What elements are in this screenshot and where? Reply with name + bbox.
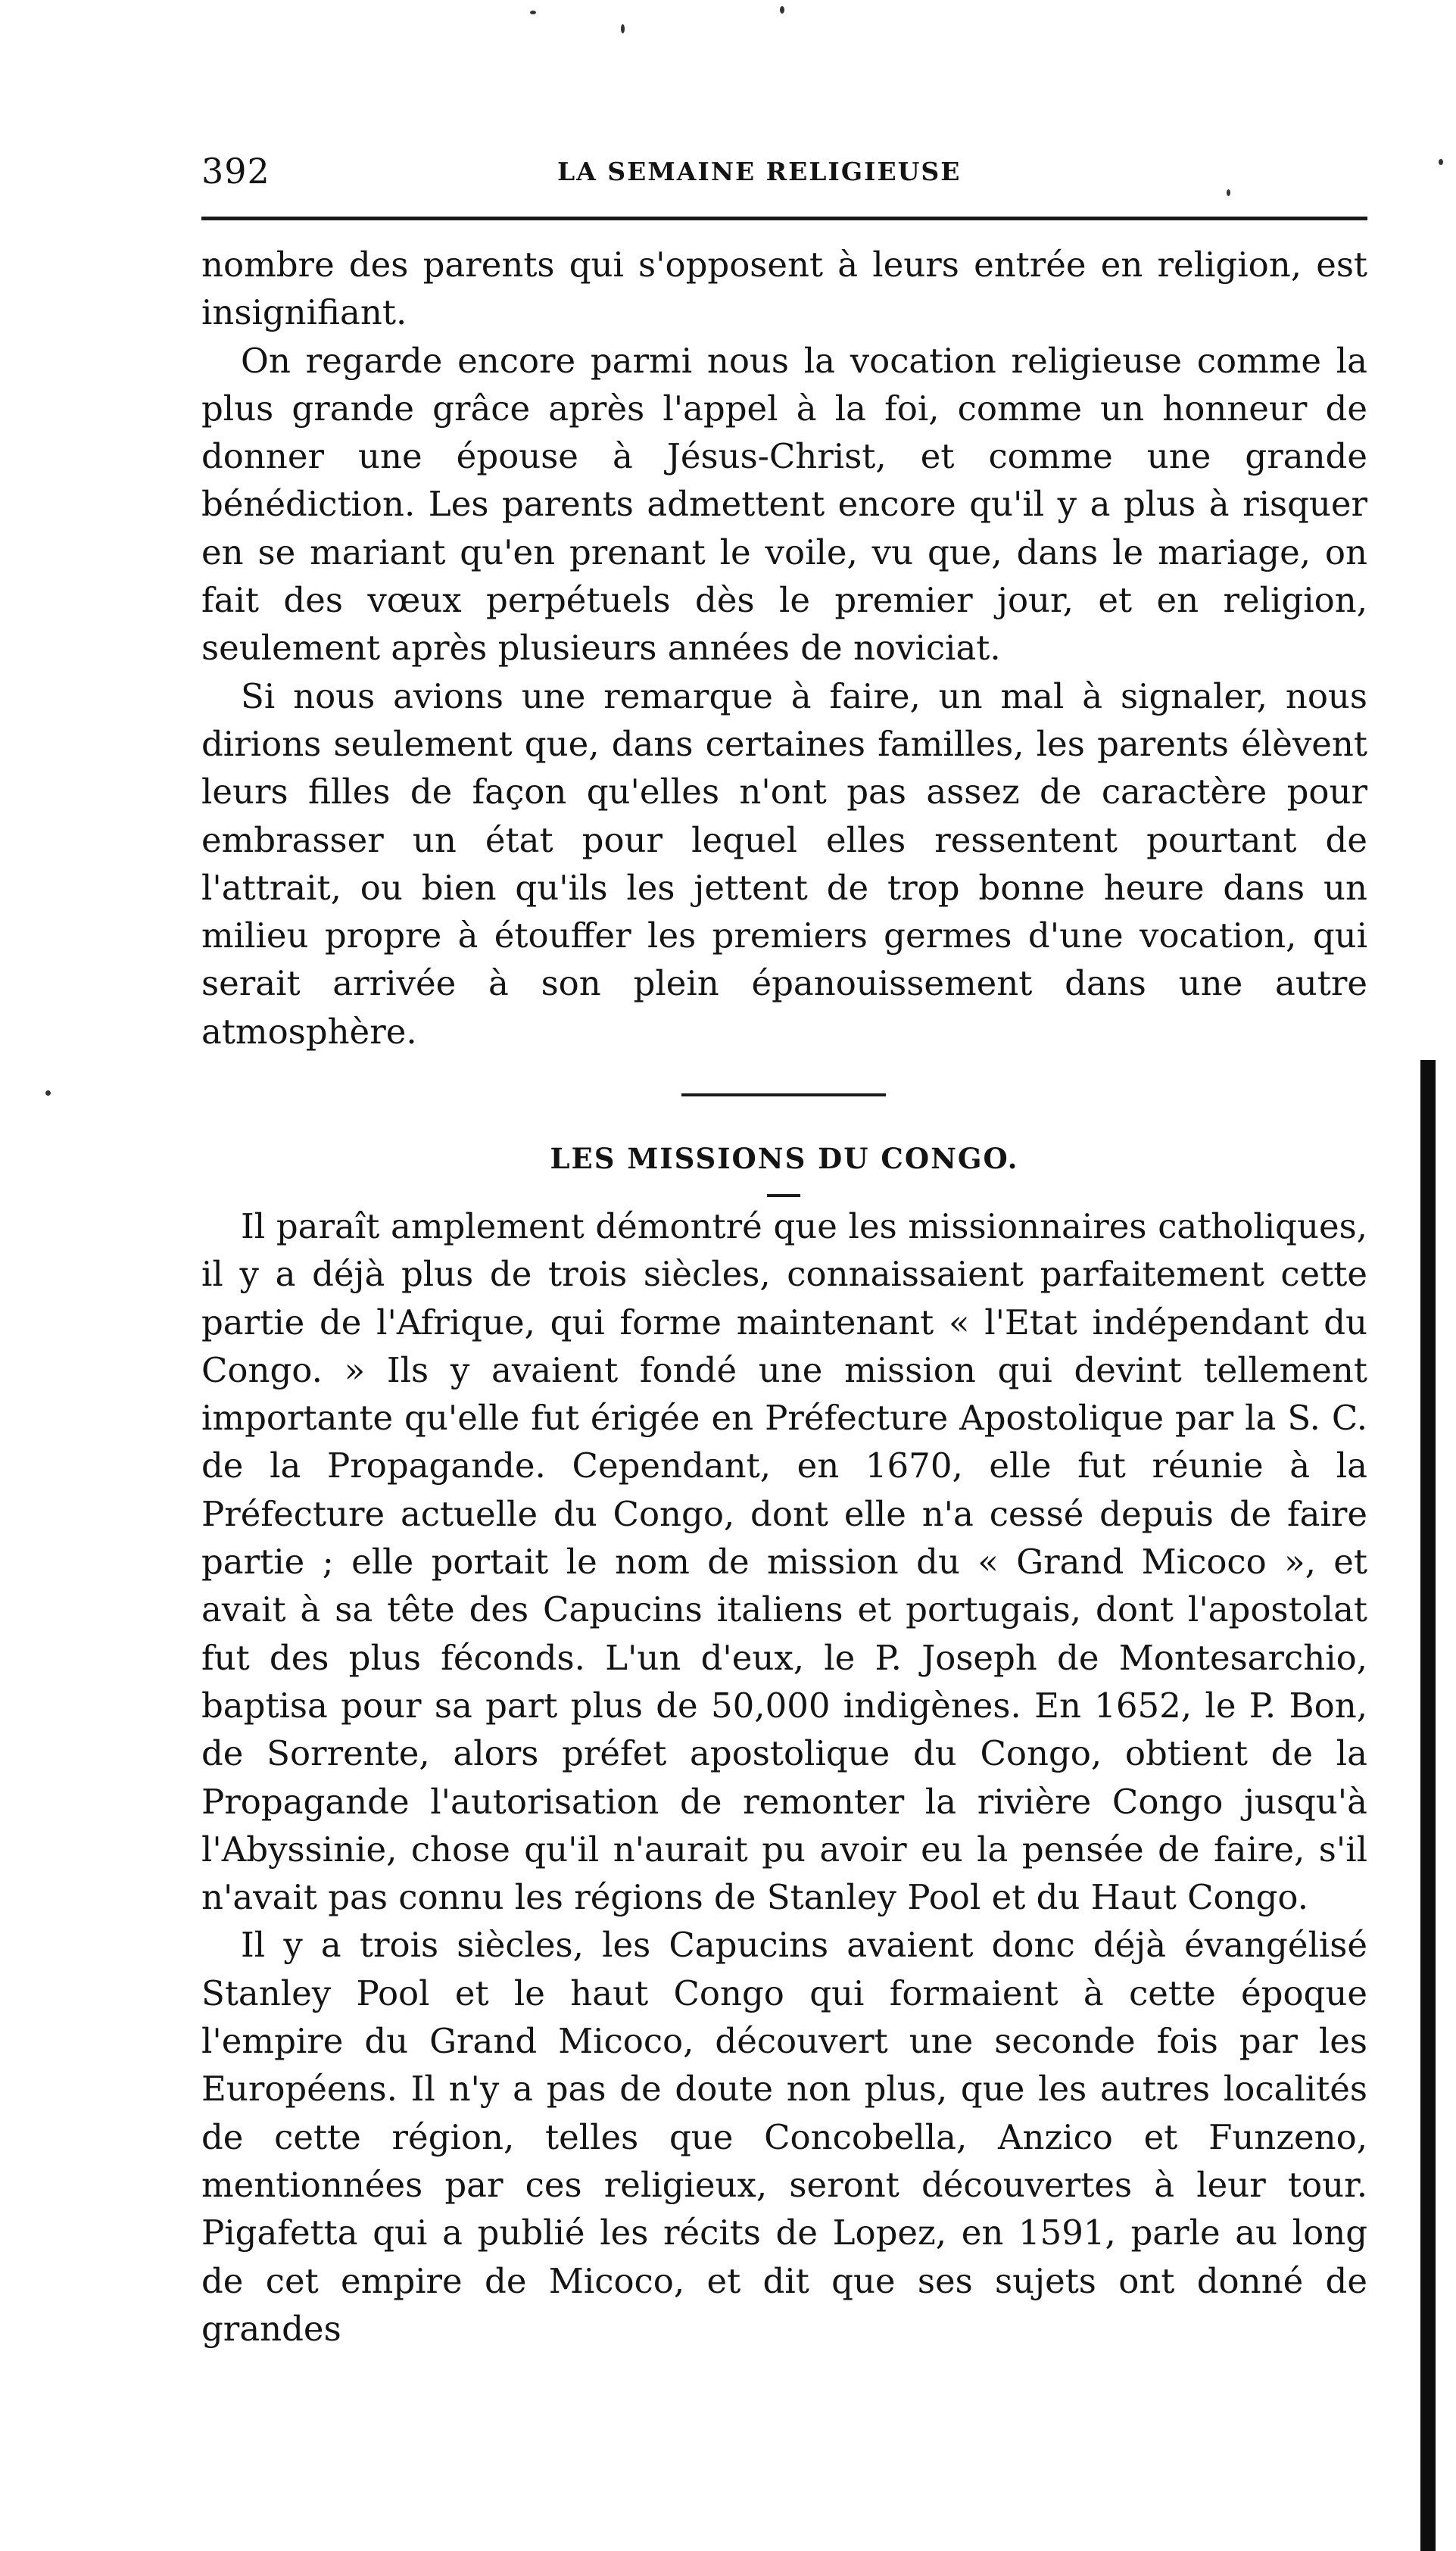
section-divider — [681, 1093, 886, 1096]
scan-speck — [45, 1090, 51, 1096]
page-number: 392 — [201, 151, 270, 192]
header-rule — [201, 217, 1367, 220]
scan-speck — [1227, 189, 1230, 196]
title-dash — [767, 1194, 800, 1197]
section-text — [201, 1202, 1367, 2353]
paragraph: Si nous avions une remarque à faire, un mal à signaler, nous dirions seulement que, dans certaines familles, les parents élèvent leurs filles de façon qu'elles n'ont pas assez de caractère pour embrasser un état pour lequel elles ressentent pourtant de l'attrait, ou bien qu'ils les jettent de trop bonne heure dans un milieu propre à étouffer les premiers germes d'une vocation, qui serait arrivée à son plein épanouissement dans une autre atmosphère. — [201, 675, 1367, 1052]
running-head: LA SEMAINE RELIGIEUSE — [557, 157, 962, 186]
paragraph: Il paraît amplement démontré que les missionnaires catholiques, il y a déjà plus de trois siècles, connaissaient parfaitement cette partie de l'Afrique, qui forme maintenant « l'Etat indépendant du Congo. » Ils y avaient fondé une mission qui devint tellement importante qu'elle fut érigée en Préfecture Apostolique par la S. C. de la Propagande. Cependant, en 1670, elle fut réunie à la Préfecture actuelle du Congo, dont elle n'a cessé depuis de faire partie ; elle portait le nom de mission du « Grand Micoco », et avait à sa tête des Capucins italiens et portugais, dont l'apostolat fut des plus féconds. L'un d'eux, le P. Joseph de Montesarchio, baptisa pour sa part plus de 50,000 indigènes. En 1652, le P. Bon, de Sorrente, alors préfet apostolique du Congo, obtient de la Propagande l'autorisation de remonter la rivière Congo jusqu'à l'Abyssinie, chose qu'il n'aurait pu avoir eu la pensée de faire, s'il n'avait pas connu les régions de Stanley Pool et du Haut Congo. — [201, 1206, 1367, 1918]
scan-speck — [621, 24, 625, 33]
page-header — [201, 148, 1367, 194]
scan-speck — [530, 11, 536, 14]
section-title: LES MISSIONS DU CONGO. — [550, 1142, 1019, 1175]
paragraph: Il y a trois siècles, les Capucins avaient donc déjà évangélisé Stanley Pool et le haut Congo qui formaient à cette époque l'empire du Grand Micoco, découvert une seconde fois par les Européens. Il n'y a pas de doute non plus, que les autres localités de cette région, telles que Concobella, Anzico et Funzeno, mentionnées par ces religieux, seront découvertes à leur tour. Pigafetta qui a publié les récits de Lopez, en 1591, parle au long de cet empire de Micoco, et dit que ses sujets ont donné de grandes — [201, 1925, 1367, 2349]
scan-speck — [780, 6, 784, 14]
binding-shadow — [1420, 1060, 1436, 2551]
paragraph: nombre des parents qui s'opposent à leurs entrée en religion, est insignifiant. — [201, 245, 1367, 333]
previous-article-text — [201, 241, 1367, 1056]
scan-speck — [1439, 159, 1443, 165]
paragraph: On regarde encore parmi nous la vocation religieuse comme la plus grande grâce après l'appel à la foi, comme un honneur de donner une épouse à Jésus-Christ, et comme une grande bénédiction. Les parents admettent encore qu'il y a plus à risquer en se mariant qu'en prenant le voile, vu que, dans le mariage, on fait des vœux perpétuels dès le premier jour, et en religion, seulement après plusieurs années de noviciat. — [201, 340, 1367, 669]
